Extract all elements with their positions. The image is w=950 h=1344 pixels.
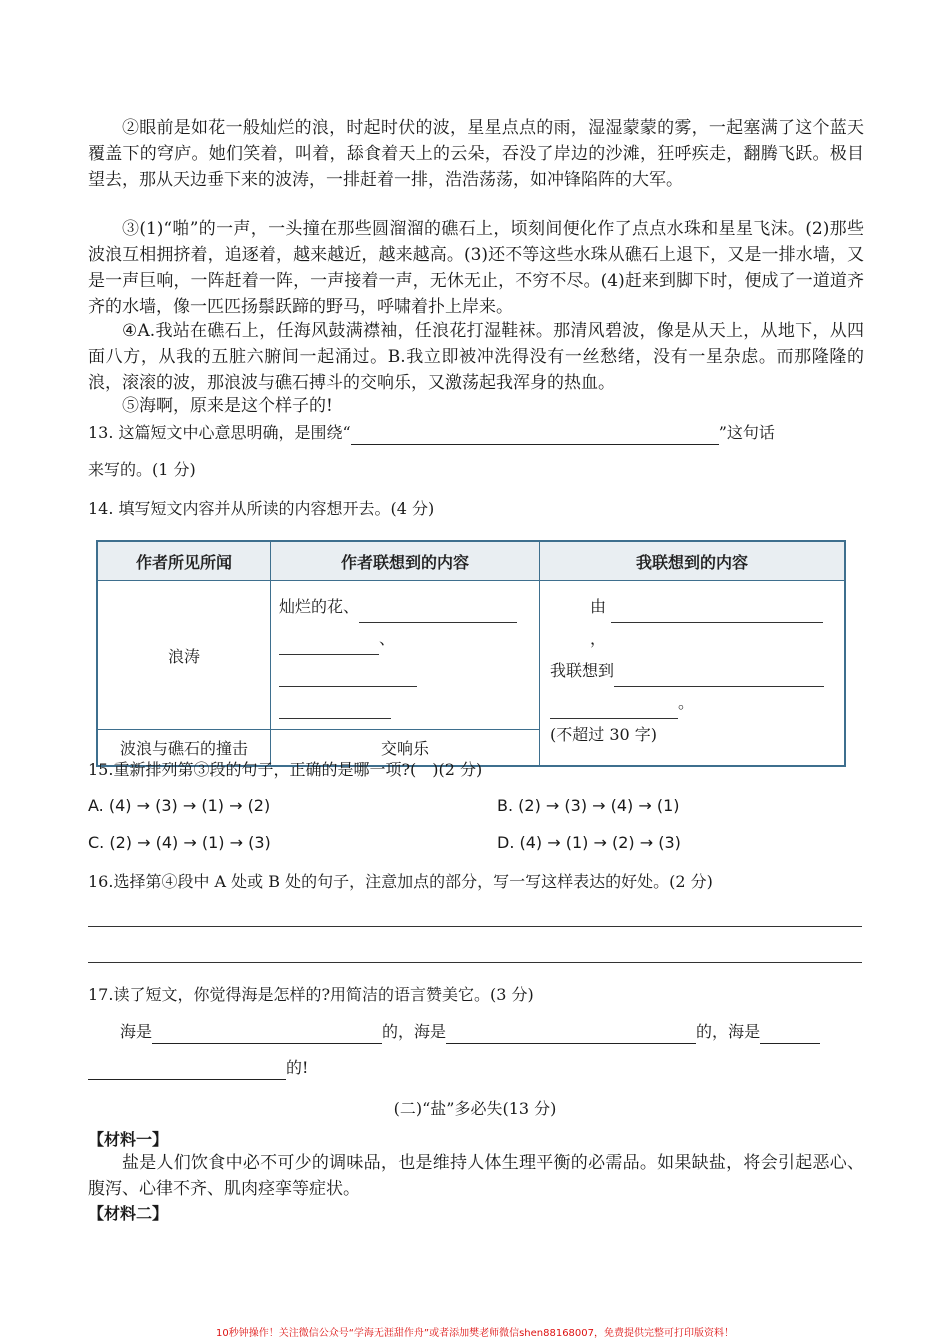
col3-comma: ， (590, 629, 607, 648)
q15-option-b[interactable]: B. (2) → (3) → (4) → (1) (497, 796, 680, 815)
answer-table (96, 540, 846, 767)
table-header-my-assoc: 我联想到的内容 (540, 541, 846, 581)
question-14: 14. 填写短文内容并从所读的内容想开去。(4 分) (88, 499, 435, 518)
col3-blank-1[interactable] (611, 604, 823, 623)
q17-blank-3a[interactable] (760, 1025, 820, 1044)
passage-paragraph-2 (88, 115, 864, 193)
table-row1-label: 浪涛 (97, 581, 271, 730)
table-my-assoc-cell (540, 581, 846, 766)
row1-blank-3[interactable] (279, 668, 417, 687)
footer-notice: 10秒钟操作！关注微信公众号“学海无涯甜作舟”或者添加樊老师微信shen88168007，免费提供完整可打印版资料！ (215, 1328, 735, 1339)
question-15: 15.重新排列第③段的句子，正确的是哪一项?( )(2 分) (88, 760, 483, 779)
q15-option-c[interactable]: C. (2) → (4) → (1) → (3) (88, 833, 271, 852)
q13-continued: 来写的。(1 分) (88, 460, 196, 479)
col3-think: 我联想到 (550, 661, 615, 680)
passage-p5-text: ⑤海啊，原来是这个样子的! (122, 396, 333, 416)
passage-p3-text: ③(1)“啪”的一声，一头撞在那些圆溜溜的礁石上，顷刻间便化作了点点水珠和星星飞沫。(2)那些波浪互相拥挤着，追逐着，越来越近，越来越高。(3)还不等这些水珠从礁石上退下，又是一排水墙，又是一声巨响，一阵赶着一阵，一声接着一声，无休无止，不穷不尽。(4)赶来到脚下时，便成了一道道齐齐的水墙，像一匹匹扬鬃跃蹄的野马，呼啸着扑上岸来。 (88, 219, 864, 317)
table-header-seen: 作者所见所闻 (97, 541, 271, 581)
q17-sea-2: 海是 (414, 1022, 447, 1041)
q17-answer-row-2 (88, 1056, 308, 1080)
passage-paragraph-5 (88, 393, 864, 419)
question-13 (88, 421, 864, 445)
q13-part-b: ”这句话 (718, 423, 775, 442)
q17-answer-row-1 (120, 1020, 864, 1044)
row1-blank-2[interactable] (279, 636, 379, 655)
table-header-author-assoc: 作者联想到的内容 (271, 541, 540, 581)
q16-answer-line-1[interactable] (88, 926, 862, 927)
q15-option-a[interactable]: A. (4) → (3) → (1) → (2) (88, 796, 271, 815)
passage-paragraph-3 (88, 216, 864, 320)
section-2-title: (二)“盐”多必失(13 分) (393, 1099, 557, 1118)
row1-sep: 、 (379, 629, 396, 648)
table-row2-label: 波浪与礁石的撞击 (97, 730, 271, 766)
q17-sea-1: 海是 (120, 1022, 153, 1041)
passage-p4-text: ④A.我站在礁石上，任海风鼓满襟袖，任浪花打湿鞋袜。那清风碧波，像是从天上，从地下，从四面八方，从我的五脏六腑间一起涌过。B.我立即被冲洗得没有一丝愁绪，没有一星杂虑。而那隆隆的浪，滚滚的波，那浪波与礁石搏斗的交响乐，又激荡起我浑身的热血。 (88, 321, 864, 393)
passage-p2-text: ②眼前是如花一般灿烂的浪，时起时伏的波，星星点点的雨，湿湿蒙蒙的雾，一起塞满了这个蓝天覆盖下的穹庐。她们笑着，叫着，舔食着天上的云朵，吞没了岸边的沙滩，狂呼疾走，翻腾飞跃。极目望去，那从天边垂下来的波涛，一排赶着一排，浩浩荡荡，如冲锋陷阵的大军。 (88, 118, 864, 190)
row1-blank-1[interactable] (359, 604, 517, 623)
q16-answer-line-2[interactable] (88, 962, 862, 963)
q17-blank-3b[interactable] (88, 1061, 286, 1080)
col3-note: (不超过 30 字) (550, 725, 658, 744)
question-16: 16.选择第④段中 A 处或 B 处的句子，注意加点的部分，写一写这样表达的好处。(2 分) (88, 872, 713, 891)
row1-blank-4[interactable] (279, 700, 391, 719)
row1-prefix: 灿烂的花、 (279, 597, 360, 616)
q17-de-1: 的， (382, 1022, 415, 1041)
col3-blank-2[interactable] (614, 668, 824, 687)
material-1-label: 【材料一】 (88, 1130, 169, 1149)
material-2-label: 【材料二】 (88, 1204, 169, 1223)
table-row2-author: 交响乐 (271, 730, 540, 766)
material-1-body (88, 1150, 864, 1202)
passage-paragraph-4 (88, 318, 864, 396)
q17-blank-2[interactable] (446, 1025, 696, 1044)
q15-option-d[interactable]: D. (4) → (1) → (2) → (3) (497, 833, 681, 852)
question-17: 17.读了短文，你觉得海是怎样的?用简洁的语言赞美它。(3 分) (88, 985, 534, 1004)
q17-end: 的! (286, 1058, 309, 1077)
table-row1-author-cell (271, 581, 540, 730)
q17-sea-3: 海是 (728, 1022, 761, 1041)
q13-part-a: 13. 这篇短文中心意思明确，是围绕“ (88, 423, 351, 442)
material-1-text: 盐是人们饮食中必不可少的调味品，也是维持人体生理平衡的必需品。如果缺盐，将会引起恶心、腹泻、心律不齐、肌肉痉挛等症状。 (88, 1153, 864, 1199)
col3-you: 由 (590, 597, 607, 616)
col3-blank-3[interactable] (550, 700, 678, 719)
q13-answer-blank[interactable] (351, 426, 719, 445)
q17-blank-1[interactable] (152, 1025, 382, 1044)
q17-de-2: 的， (696, 1022, 729, 1041)
col3-period: 。 (678, 693, 695, 712)
